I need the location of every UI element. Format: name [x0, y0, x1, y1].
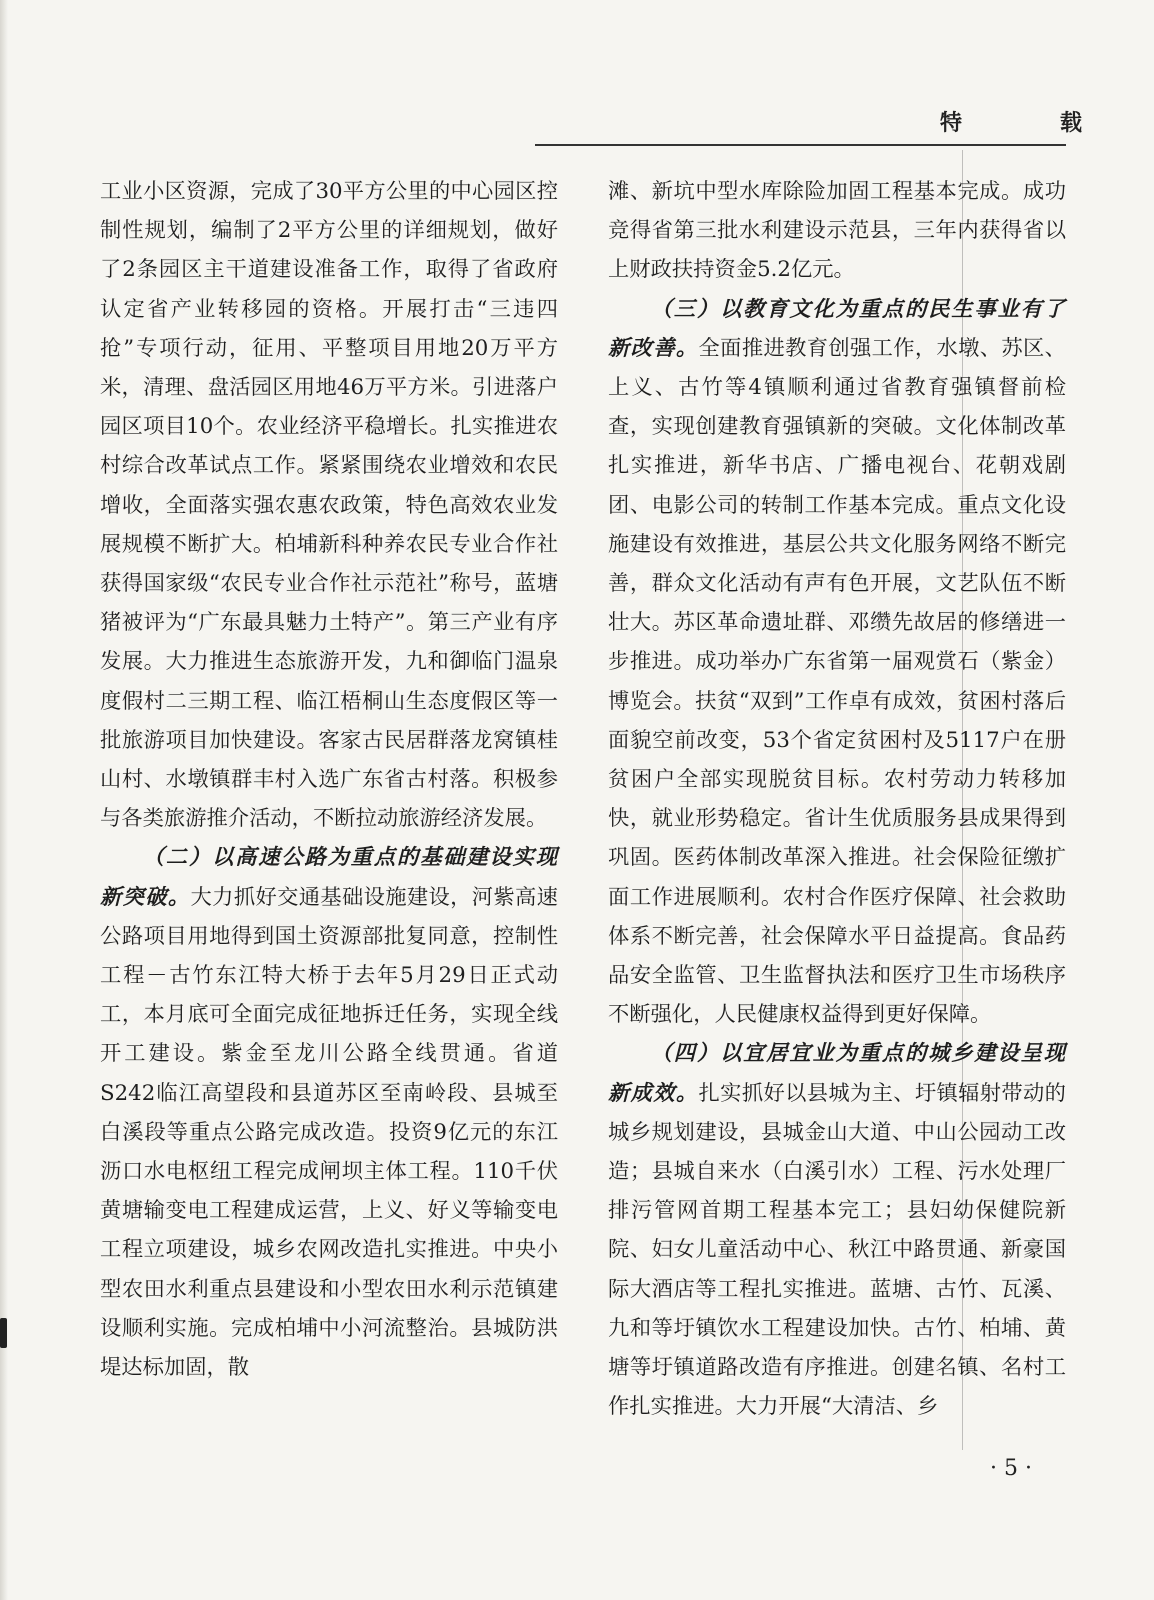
right-paragraph-2-body: 全面推进教育创强工作，水墩、苏区、上义、古竹等4镇顺利通过省教育强镇督前检查，实现创建教育强镇新的突破。文化体制改革扎实推进，新华书店、广播电视台、花朝戏剧团、电影公司的转制工作基本完成。重点文化设施建设有效推进，基层公共文化服务网络不断完善，群众文化活动有声有色开展，文艺队伍不断壮大。苏区革命遗址群、邓缵先故居的修缮进一步推进。成功举办广东省第一届观赏石（紫金）博览会。扶贫“双到”工作卓有成效，贫困村落后面貌空前改变，53个省定贫困村及5117户在册贫困户全部实现脱贫目标。农村劳动力转移加快，就业形势稳定。省计生优质服务县成果得到巩固。医药体制改革深入推进。社会保险征缴扩面工作进展顺利。农村合作医疗保障、社会救助体系不断完善，社会保障水平日益提高。食品药品安全监管、卫生监督执法和医疗卫生市场秩序不断强化，人民健康权益得到更好保障。 [608, 335, 1066, 1028]
section-heading-2: （二）以高速公路为重点的基础建设实现新突破。 [100, 845, 558, 910]
left-paragraph-2-body: 大力抓好交通基础设施建设，河紫高速公路项目用地得到国土资源部批复同意，控制性工程－古竹东江特大桥于去年5月29日正式动工，本月底可全面完成征地拆迁任务，实现全线开工建设。紫金至龙川公路全线贯通。省道S242临江高望段和县道苏区至南岭段、县城至白溪段等重点公路完成改造。投资9亿元的东江沥口水电枢纽工程完成闸坝主体工程。110千伏黄塘输变电工程建成运营，上义、好义等输变电工程立项建设，城乡农网改造扎实推进。中央小型农田水利重点县建设和小型农田水利示范镇建设顺利实施。完成柏埔中小河流整治。县城防洪堤达标加固，散 [100, 884, 558, 1381]
binding-mark [0, 1318, 7, 1348]
left-column [100, 172, 558, 1387]
right-paragraph-3-body: 扎实抓好以县城为主、圩镇辐射带动的城乡规划建设，县城金山大道、中山公园动工改造；县城自来水（白溪引水）工程、污水处理厂排污管网首期工程基本完工；县妇幼保健院新院、妇女儿童活动中心、秋江中路贯通、新豪国际大酒店等工程扎实推进。蓝塘、古竹、瓦溪、九和等圩镇饮水工程建设加快。古竹、柏埔、黄塘等圩镇道路改造有序推进。创建名镇、名村工作扎实推进。大力开展“大清洁、乡 [608, 1080, 1066, 1420]
right-paragraph-3 [608, 1034, 1066, 1426]
right-paragraph-2 [608, 290, 1066, 1035]
section-heading-3: （三）以教育文化为重点的民生事业有了新改善。 [608, 296, 1066, 361]
page-edge [0, 0, 8, 1600]
section-header: 特 载 [940, 111, 1121, 136]
header-rule [535, 144, 1066, 146]
right-paragraph-1: 滩、新坑中型水库除险加固工程基本完成。成功竞得省第三批水利建设示范县，三年内获得省以上财政扶持资金5.2亿元。 [608, 179, 1066, 283]
right-column [608, 172, 1066, 1427]
left-paragraph-2 [100, 838, 558, 1387]
left-paragraph-1: 工业小区资源，完成了30平方公里的中心园区控制性规划，编制了2平方公里的详细规划，做好了2条园区主干道建设准备工作，取得了省政府认定省产业转移园的资格。开展打击“三违四抢”专项行动，征用、平整项目用地20万平方米，清理、盘活园区用地46万平方米。引进落户园区项目10个。农业经济平稳增长。扎实推进农村综合改革试点工作。紧紧围绕农业增效和农民增收，全面落实强农惠农政策，特色高效农业发展规模不断扩大。柏埔新科种养农民专业合作社获得国家级“农民专业合作社示范社”称号，蓝塘猪被评为“广东最具魅力土特产”。第三产业有序发展。大力推进生态旅游开发，九和御临门温泉度假村二三期工程、临江梧桐山生态度假区等一批旅游项目加快建设。客家古民居群落龙窝镇桂山村、水墩镇群丰村入选广东省古村落。积极参与各类旅游推介活动，不断拉动旅游经济发展。 [100, 179, 558, 832]
section-heading-4: （四）以宜居宜业为重点的城乡建设呈现新成效。 [608, 1041, 1066, 1106]
page-number: · 5 · [990, 1456, 1032, 1481]
